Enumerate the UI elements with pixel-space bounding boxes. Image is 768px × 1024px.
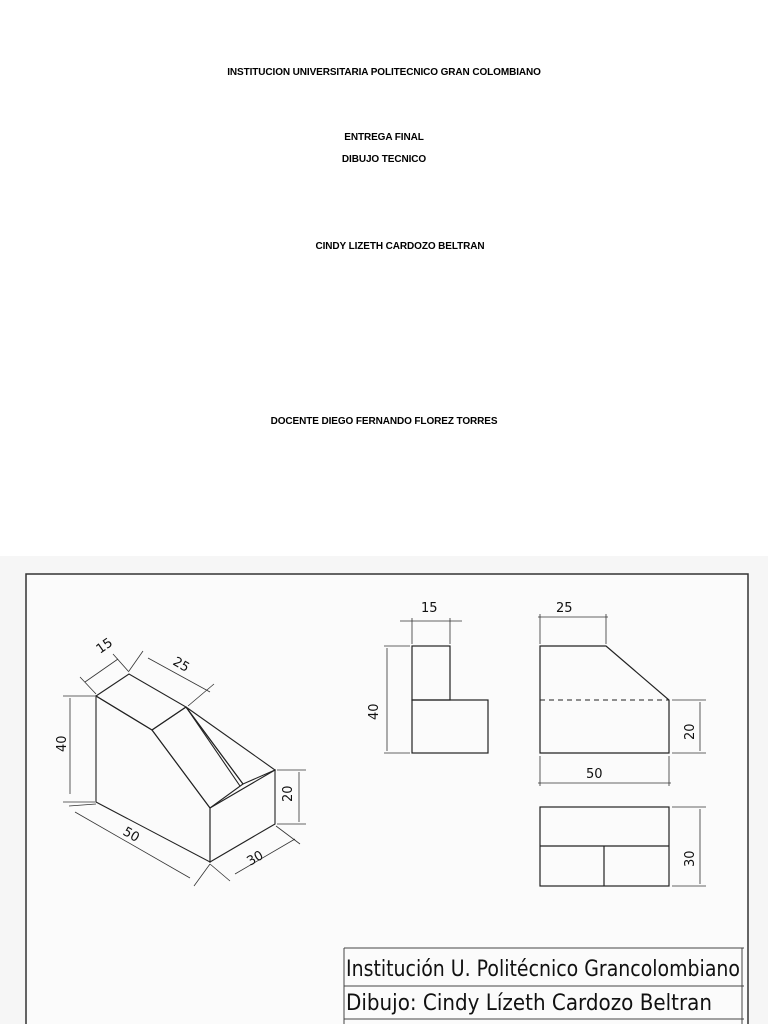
side-dim-40: 40 [367, 703, 382, 720]
iso-dim-50: 50 [120, 824, 142, 846]
front-dim-25: 25 [556, 601, 573, 616]
subject-label: DIBUJO TECNICO [341, 154, 427, 165]
institution-title: INSTITUCION UNIVERSITARIA POLITECNICO GRAN COLOMBIANO [227, 67, 541, 78]
front-dim-50: 50 [586, 767, 603, 782]
teacher-name: DOCENTE DIEGO FERNANDO FLOREZ TORRES [270, 416, 498, 427]
student-name: CINDY LIZETH CARDOZO BELTRAN [315, 241, 485, 252]
iso-dim-25: 25 [170, 654, 192, 676]
iso-dim-30: 30 [244, 848, 267, 870]
iso-dim-15: 15 [93, 635, 116, 658]
title-block-institution: Institución U. Politécnico Grancolombiano [346, 956, 740, 982]
iso-dim-20: 20 [281, 785, 296, 802]
iso-dim-40: 40 [55, 735, 70, 752]
top-dim-30: 30 [683, 850, 698, 867]
technical-drawing [0, 556, 768, 1024]
front-dim-20: 20 [683, 723, 698, 740]
technical-drawing-sheet [0, 556, 768, 1024]
side-dim-15: 15 [421, 601, 438, 616]
title-block-author: Dibujo: Cindy Lízeth Cardozo Beltran [346, 990, 712, 1016]
delivery-label: ENTREGA FINAL [344, 132, 424, 143]
